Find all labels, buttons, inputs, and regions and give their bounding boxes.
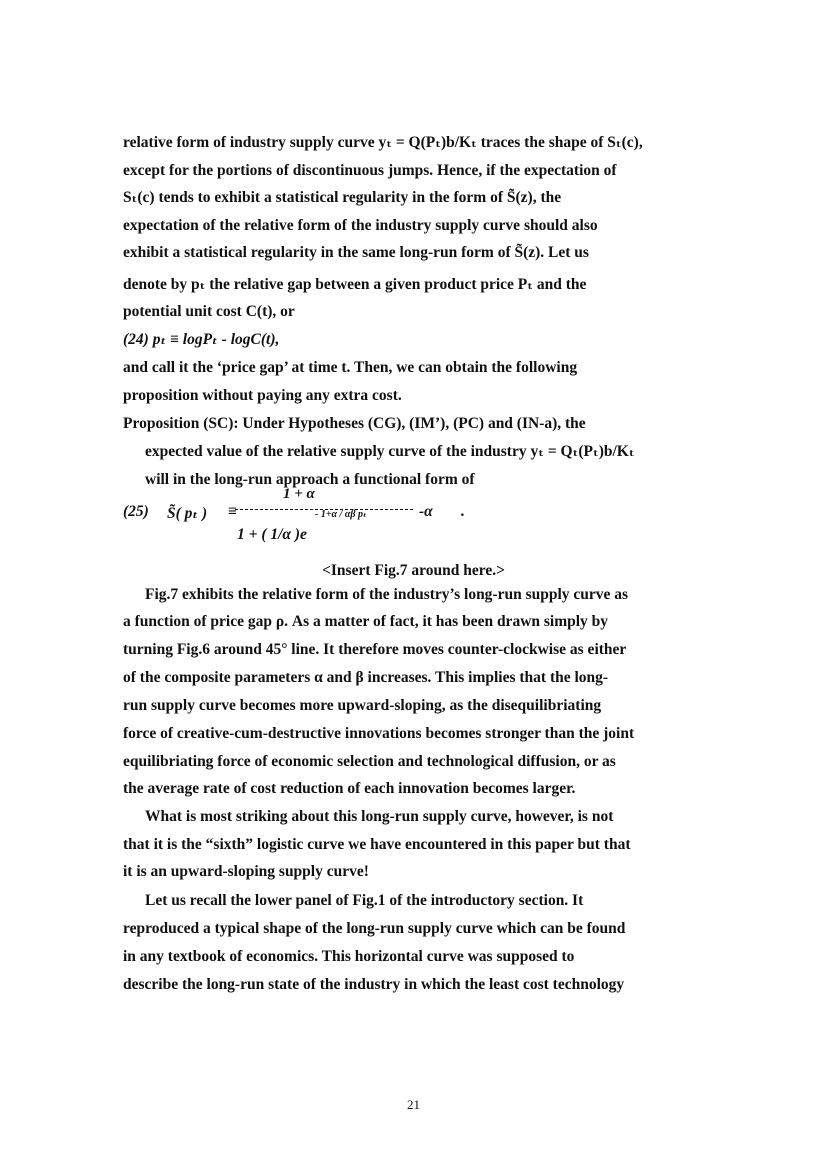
equation-label: (25) bbox=[123, 503, 149, 520]
text-line: reproduced a typical shape of the long-run supply curve which can be found bbox=[123, 920, 626, 937]
text-line: potential unit cost C(t), or bbox=[123, 303, 295, 320]
text-line: force of creative-cum-destructive innovations becomes stronger than the joint bbox=[123, 725, 635, 742]
equation-lhs: S̃( pₜ ) bbox=[167, 505, 208, 522]
equation-equiv: ≡ bbox=[228, 503, 237, 520]
text-line: proposition without paying any extra cost. bbox=[123, 387, 402, 404]
text-line: run supply curve becomes more upward-sloping, as the disequilibriating bbox=[123, 697, 602, 714]
text-line: Let us recall the lower panel of Fig.1 of the introductory section. It bbox=[145, 892, 584, 909]
text-line: expectation of the relative form of the industry supply curve should also bbox=[123, 217, 598, 234]
equation-numerator: 1 + α bbox=[283, 486, 315, 502]
text-line: and call it the ‘price gap’ at time t. Then, we can obtain the following bbox=[123, 359, 578, 376]
equation-denominator: 1 + ( 1/α )e bbox=[237, 526, 307, 543]
equation-25 bbox=[123, 486, 483, 552]
text-line: that it is the “sixth” logistic curve we have encountered in this paper but that bbox=[123, 836, 631, 853]
text-line: of the composite parameters α and β increases. This implies that the long- bbox=[123, 669, 609, 686]
text-line: equilibriating force of economic selection and technological diffusion, or as bbox=[123, 753, 616, 770]
text-line: describe the long-run state of the industry in which the least cost technology bbox=[123, 976, 625, 993]
text-line: relative form of industry supply curve yₜ = Q(Pₜ)b/Kₜ traces the shape of Sₜ(c), bbox=[123, 134, 643, 151]
equation-exponent: - 1+α / αβ pₜ bbox=[315, 509, 367, 520]
equation-minus-alpha: -α bbox=[419, 503, 433, 520]
text-line: in any textbook of economics. This horizontal curve was supposed to bbox=[123, 948, 575, 965]
text-line: Fig.7 exhibits the relative form of the industry’s long-run supply curve as bbox=[145, 586, 629, 603]
text-line: will in the long-run approach a functional form of bbox=[145, 471, 475, 488]
equation-period: . bbox=[461, 503, 465, 520]
text-line: except for the portions of discontinuous jumps. Hence, if the expectation of bbox=[123, 162, 617, 179]
text-line: the average rate of cost reduction of each innovation becomes larger. bbox=[123, 780, 576, 797]
text-line: a function of price gap ρ. As a matter of fact, it has been drawn simply by bbox=[123, 613, 609, 630]
text-line: exhibit a statistical regularity in the same long-run form of S̃(z). Let us bbox=[123, 244, 589, 261]
figure-insert-note: <Insert Fig.7 around here.> bbox=[322, 562, 505, 579]
text-line: turning Fig.6 around 45° line. It therefore moves counter-clockwise as either bbox=[123, 641, 627, 658]
text-line: expected value of the relative supply curve of the industry yₜ = Qₜ(Pₜ)b/Kₜ bbox=[145, 443, 635, 460]
text-line: it is an upward-sloping supply curve! bbox=[123, 863, 369, 880]
equation-24: (24) pₜ ≡ logPₜ - logC(t), bbox=[123, 331, 280, 348]
text-line: Sₜ(c) tends to exhibit a statistical regularity in the form of S̃(z), the bbox=[123, 189, 562, 206]
page-number: 21 bbox=[407, 1097, 420, 1112]
proposition-heading: Proposition (SC): Under Hypotheses (CG), (IM’), (PC) and (IN-a), the bbox=[123, 415, 586, 432]
text-line: What is most striking about this long-run supply curve, however, is not bbox=[145, 808, 614, 825]
text-line: denote by pₜ the relative gap between a given product price Pₜ and the bbox=[123, 276, 587, 293]
